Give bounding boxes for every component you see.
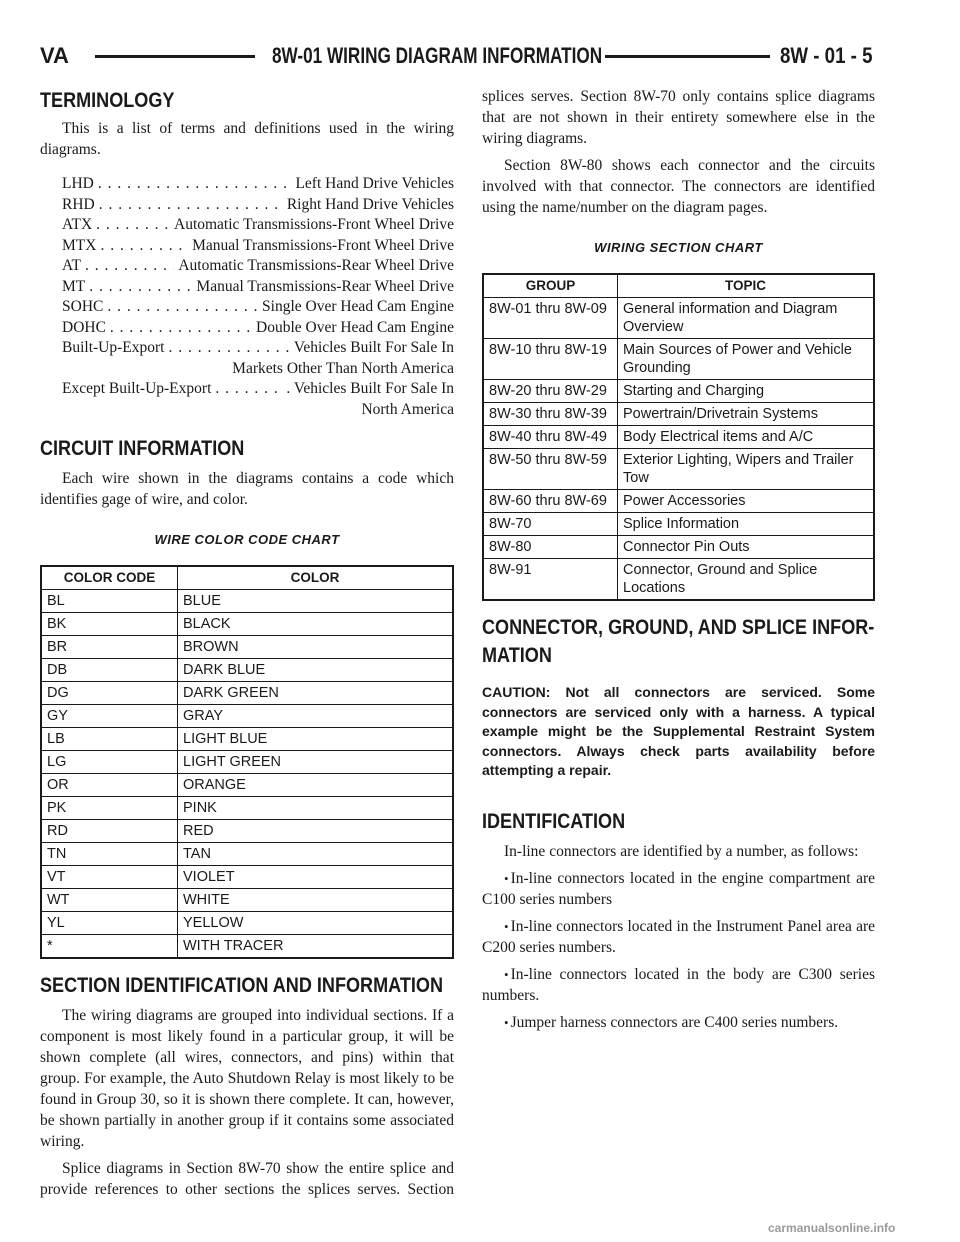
term-row	[62, 215, 454, 236]
table-row	[41, 682, 453, 705]
caution-note: CAUTION: Not all connectors are serviced. Some connectors are serviced only with a harness. A typical example might be the Supplemental Restraint System connectors. Always check parts availability before attempting a repair.	[482, 684, 875, 778]
term-definition: Right Hand Drive Vehicles	[286, 195, 454, 213]
identification-bullets	[482, 868, 875, 1033]
table-row	[41, 751, 453, 774]
right-column	[482, 86, 875, 1033]
term-abbreviation: LHD	[62, 175, 94, 192]
section-id-paragraph-3: Section 8W-80 shows each connector and the circuits involved with that connector. The connectors are identified using the name/number on the diagram pages.	[482, 157, 875, 216]
section-id-paragraph-2: Splice diagrams in Section 8W-70 show the entire splice and provide references to other sections the splices serves. Section	[40, 1160, 454, 1198]
wiring-section-table	[482, 273, 875, 601]
bullet-text: Jumper harness connectors are C400 series numbers.	[510, 1013, 839, 1031]
dot-leader	[99, 195, 283, 216]
section-id-heading: SECTION IDENTIFICATION AND INFORMATION	[40, 974, 443, 997]
list-item	[482, 868, 875, 910]
circuit-heading: CIRCUIT INFORMATION	[40, 437, 245, 460]
wire-color-code-cell: *	[41, 935, 178, 959]
terminology-heading: TERMINOLOGY	[40, 89, 175, 112]
wire-color-table	[40, 565, 454, 959]
terminology-intro: This is a list of terms and definitions used in the wiring diagrams.	[40, 120, 454, 158]
term-row	[62, 297, 454, 318]
term-definition: . Vehicles Built For Sale In	[286, 380, 454, 397]
wire-color-name-cell: YELLOW	[178, 912, 454, 935]
section-group-cell: 8W-60 thru 8W-69	[483, 490, 618, 513]
wire-color-code-cell: BK	[41, 613, 178, 636]
header-page-number: 8W - 01 - 5	[780, 43, 873, 68]
wire-color-code-cell: BR	[41, 636, 178, 659]
table-row	[483, 490, 874, 513]
wire-table-header-color: COLOR	[178, 566, 454, 590]
term-definition-continued: North America	[361, 400, 454, 418]
wire-color-name-cell: DARK BLUE	[178, 659, 454, 682]
term-abbreviation: ATX	[62, 216, 93, 233]
term-abbreviation: RHD	[62, 195, 95, 213]
table-row	[41, 728, 453, 751]
wire-color-code-cell: TN	[41, 843, 178, 866]
section-group-cell: 8W-20 thru 8W-29	[483, 380, 618, 403]
section-chart-caption: WIRING SECTION CHART	[594, 240, 763, 255]
term-row	[62, 277, 454, 298]
left-column	[40, 88, 454, 1200]
section-table-header-group: GROUP	[483, 274, 618, 298]
wire-color-name-cell: LIGHT GREEN	[178, 751, 454, 774]
table-row	[41, 866, 453, 889]
term-definition: Automatic Transmissions-Front Wheel Drive	[174, 216, 454, 233]
term-abbreviation: AT	[62, 257, 81, 274]
term-abbreviation: SOHC	[62, 298, 104, 315]
bullet-icon: •	[504, 870, 509, 886]
table-row	[41, 889, 453, 912]
dot-leader	[110, 318, 252, 339]
section-topic-cell: Splice Information	[618, 513, 875, 536]
wire-color-name-cell: VIOLET	[178, 866, 454, 889]
table-row	[483, 559, 874, 601]
bullet-icon: •	[504, 1014, 509, 1030]
wire-chart-caption: WIRE COLOR CODE CHART	[154, 532, 340, 547]
table-row	[41, 705, 453, 728]
section-group-cell: 8W-80	[483, 536, 618, 559]
section-group-cell: 8W-91	[483, 559, 618, 601]
bullet-icon: •	[504, 966, 509, 982]
watermark: carmanualsonline.info	[768, 1221, 896, 1235]
term-definition: Manual Transmissions-Front Wheel Drive	[192, 236, 454, 254]
section-group-cell: 8W-10 thru 8W-19	[483, 339, 618, 380]
identification-heading: IDENTIFICATION	[482, 809, 626, 833]
dot-leader	[98, 174, 292, 195]
wire-color-code-cell: DB	[41, 659, 178, 682]
term-row	[62, 338, 454, 359]
term-abbreviation: MTX	[62, 236, 97, 254]
wire-color-code-cell: LG	[41, 751, 178, 774]
identification-intro: In-line connectors are identified by a number, as follows:	[504, 842, 859, 860]
section-topic-cell: General information and Diagram Overview	[618, 298, 875, 339]
term-definition: Vehicles Built For Sale In	[293, 339, 454, 356]
circuit-body: Each wire shown in the diagrams contains a code which identifies gage of wire, and color.	[40, 470, 454, 508]
wire-color-name-cell: WHITE	[178, 889, 454, 912]
bullet-text: In-line connectors located in the body are C300 series numbers.	[482, 965, 875, 1004]
term-definition: Double Over Head Cam Engine	[256, 318, 454, 336]
wire-color-code-cell: BL	[41, 590, 178, 613]
term-abbreviation: MT	[62, 277, 86, 295]
dot-leader	[107, 297, 258, 318]
wire-color-name-cell: BROWN	[178, 636, 454, 659]
term-row	[62, 236, 454, 257]
table-row	[483, 536, 874, 559]
section-group-cell: 8W-01 thru 8W-09	[483, 298, 618, 339]
term-definition: Manual Transmissions-Rear Wheel Drive	[196, 277, 454, 295]
term-definition: Left Hand Drive Vehicles	[295, 175, 454, 192]
table-row	[41, 636, 453, 659]
section-topic-cell: Exterior Lighting, Wipers and Trailer Tow	[618, 449, 875, 490]
table-row	[483, 298, 874, 339]
section-group-cell: 8W-70	[483, 513, 618, 536]
section-table-header-topic: TOPIC	[618, 274, 875, 298]
section-topic-cell: Body Electrical items and A/C	[618, 426, 875, 449]
table-row	[41, 613, 453, 636]
table-row	[483, 426, 874, 449]
wire-color-code-cell: OR	[41, 774, 178, 797]
table-row	[41, 935, 453, 959]
list-item	[482, 964, 875, 1006]
bullet-text: In-line connectors located in the engine compartment are C100 series numbers	[482, 869, 875, 908]
wire-color-name-cell: RED	[178, 820, 454, 843]
dot-leader	[215, 379, 282, 400]
wire-table-header-code: COLOR CODE	[41, 566, 178, 590]
table-row	[41, 590, 453, 613]
wire-color-code-cell: DG	[41, 682, 178, 705]
wire-color-name-cell: GRAY	[178, 705, 454, 728]
section-topic-cell: Power Accessories	[618, 490, 875, 513]
dot-leader	[89, 277, 192, 298]
wire-color-code-cell: PK	[41, 797, 178, 820]
wire-color-name-cell: PINK	[178, 797, 454, 820]
term-row	[62, 195, 454, 216]
list-item	[482, 1012, 875, 1033]
table-row	[483, 513, 874, 536]
table-row	[41, 843, 453, 866]
term-abbreviation: Except Built-Up-Export	[62, 380, 212, 397]
wire-color-name-cell: WITH TRACER	[178, 935, 454, 959]
wire-color-code-cell: RD	[41, 820, 178, 843]
table-row	[41, 774, 453, 797]
wire-color-name-cell: BLUE	[178, 590, 454, 613]
term-abbreviation: DOHC	[62, 318, 106, 336]
wire-color-code-cell: GY	[41, 705, 178, 728]
list-item	[482, 916, 875, 958]
term-definition: Single Over Head Cam Engine	[262, 298, 454, 315]
wire-color-code-cell: VT	[41, 866, 178, 889]
terminology-list	[40, 174, 454, 420]
wire-color-name-cell: ORANGE	[178, 774, 454, 797]
header-left: VA	[40, 43, 69, 68]
section-topic-cell: Connector Pin Outs	[618, 536, 875, 559]
table-row	[41, 912, 453, 935]
section-id-paragraph-2-continued: splices serves. Section 8W-70 only contains splice diagrams that are not shown in their entirety somewhere else in the wiring diagrams.	[482, 88, 875, 147]
table-row	[483, 449, 874, 490]
term-row	[62, 379, 454, 400]
section-topic-cell: Main Sources of Power and Vehicle Grounding	[618, 339, 875, 380]
table-row	[41, 797, 453, 820]
section-id-paragraph-1: The wiring diagrams are grouped into individual sections. If a component is most likely found in a particular group, it will be shown complete (all wires, connectors, and pins) within that group. For example, the Auto Shutdown Relay is most likely to be found in Group 30, so it is shown there complete. It can, however, be shown partially in another group if it contains some associated wiring.	[40, 1007, 454, 1150]
term-definition-continued: Markets Other Than North America	[232, 359, 454, 377]
wire-color-name-cell: BLACK	[178, 613, 454, 636]
section-group-cell: 8W-30 thru 8W-39	[483, 403, 618, 426]
wire-color-code-cell: WT	[41, 889, 178, 912]
table-row	[41, 659, 453, 682]
table-row	[483, 339, 874, 380]
section-topic-cell: Connector, Ground and Splice Locations	[618, 559, 875, 601]
header-rule-right	[605, 55, 770, 58]
table-row	[483, 380, 874, 403]
table-row	[41, 820, 453, 843]
dot-leader	[85, 256, 174, 277]
wire-color-code-cell: LB	[41, 728, 178, 751]
wire-color-name-cell: TAN	[178, 843, 454, 866]
section-group-cell: 8W-40 thru 8W-49	[483, 426, 618, 449]
bullet-icon: •	[504, 918, 509, 934]
connector-heading-line-2: MATION	[482, 644, 552, 667]
wire-color-name-cell: DARK GREEN	[178, 682, 454, 705]
bullet-text: In-line connectors located in the Instrument Panel area are C200 series numbers.	[482, 917, 875, 956]
section-topic-cell: Starting and Charging	[618, 380, 875, 403]
term-row	[62, 174, 454, 195]
term-abbreviation: Built-Up-Export	[62, 339, 165, 356]
term-definition: Automatic Transmissions-Rear Wheel Drive	[178, 257, 454, 274]
term-row	[62, 256, 454, 277]
dot-leader	[100, 236, 188, 257]
wire-color-code-cell: YL	[41, 912, 178, 935]
header-title: 8W-01 WIRING DIAGRAM INFORMATION	[272, 43, 603, 68]
section-group-cell: 8W-50 thru 8W-59	[483, 449, 618, 490]
header-rule-left	[95, 55, 255, 58]
dot-leader	[96, 215, 170, 236]
dot-leader	[168, 338, 289, 359]
table-row	[483, 403, 874, 426]
wire-color-name-cell: LIGHT BLUE	[178, 728, 454, 751]
connector-heading-line-1: CONNECTOR, GROUND, AND SPLICE INFOR-	[482, 616, 875, 639]
section-topic-cell: Powertrain/Drivetrain Systems	[618, 403, 875, 426]
term-row	[62, 318, 454, 339]
